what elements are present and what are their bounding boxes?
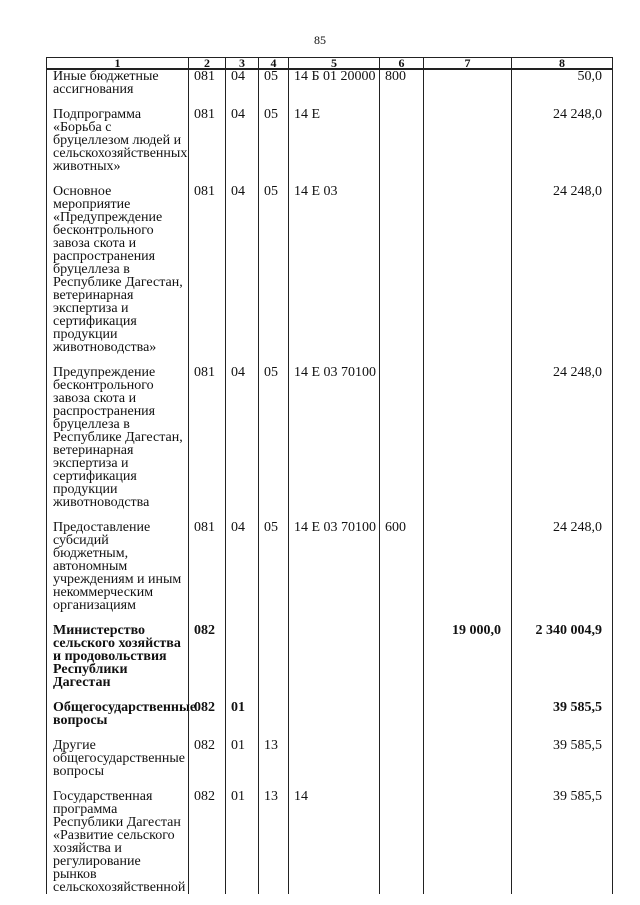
row-col7-amount: 19 000,0: [424, 624, 512, 701]
row-ministry-code: 082: [189, 739, 226, 790]
row-subsection: [259, 624, 289, 701]
row-subsection: 05: [259, 108, 289, 185]
table-row: [47, 521, 613, 624]
row-target-article: [289, 624, 380, 701]
row-total-amount: 39 585,5: [512, 739, 613, 790]
row-section: 01: [226, 701, 259, 739]
row-target-article: 14 Е 03: [289, 185, 380, 366]
header-col-2: 2: [189, 58, 226, 70]
row-ministry-code: 082: [189, 701, 226, 739]
row-expense-type: [380, 366, 424, 521]
row-subsection: 13: [259, 739, 289, 790]
header-col-8: 8: [512, 58, 613, 70]
row-target-article: 14 Е: [289, 108, 380, 185]
row-total-amount: 2 340 004,9: [512, 624, 613, 701]
row-name: Иные бюджетные ассигнования: [47, 69, 189, 108]
row-expense-type: [380, 185, 424, 366]
row-expense-type: [380, 790, 424, 894]
table-row: [47, 108, 613, 185]
row-name: Основное мероприятие «Предупреждение бесконтрольного завоза скота и распространения бруцеллеза в Республике Дагестан, ветеринарная экспертиза и сертификация продукции животноводства»: [47, 185, 189, 366]
row-name: Предоставление субсидий бюджетным, автономным учреждениям и иным некоммерческим организациям: [47, 521, 189, 624]
row-ministry-code: 081: [189, 108, 226, 185]
row-total-amount: 39 585,5: [512, 701, 613, 739]
table-row: [47, 739, 613, 790]
row-expense-type: 600: [380, 521, 424, 624]
row-subsection: 05: [259, 366, 289, 521]
row-total-amount: 24 248,0: [512, 108, 613, 185]
row-ministry-code: 082: [189, 790, 226, 894]
row-col7-amount: [424, 69, 512, 108]
row-name: Другие общегосударственные вопросы: [47, 739, 189, 790]
row-subsection: 05: [259, 521, 289, 624]
row-col7-amount: [424, 521, 512, 624]
row-section: 04: [226, 521, 259, 624]
row-target-article: 14: [289, 790, 380, 894]
row-target-article: [289, 739, 380, 790]
row-name: Государственная программа Республики Дагестан «Развитие сельского хозяйства и регулирование рынков сельскохозяйственной: [47, 790, 189, 894]
row-name: Министерство сельского хозяйства и продовольствия Республики Дагестан: [47, 624, 189, 701]
table-row: [47, 624, 613, 701]
header-col-6: 6: [380, 58, 424, 70]
table-row: [47, 366, 613, 521]
row-ministry-code: 081: [189, 69, 226, 108]
header-col-7: 7: [424, 58, 512, 70]
row-total-amount: 24 248,0: [512, 185, 613, 366]
row-ministry-code: 081: [189, 521, 226, 624]
row-target-article: 14 Б 01 20000: [289, 69, 380, 108]
table-row: [47, 69, 613, 108]
row-target-article: [289, 701, 380, 739]
table-row: [47, 790, 613, 894]
budget-table: [46, 57, 613, 894]
row-expense-type: [380, 701, 424, 739]
row-col7-amount: [424, 739, 512, 790]
row-expense-type: 800: [380, 69, 424, 108]
row-name: Подпрограмма «Борьба с бруцеллезом людей и сельскохозяйственных животных»: [47, 108, 189, 185]
row-name: Общегосударственные вопросы: [47, 701, 189, 739]
row-section: 04: [226, 108, 259, 185]
row-col7-amount: [424, 185, 512, 366]
row-col7-amount: [424, 366, 512, 521]
row-subsection: 13: [259, 790, 289, 894]
table-row: [47, 701, 613, 739]
row-section: 01: [226, 739, 259, 790]
row-section: 01: [226, 790, 259, 894]
row-section: [226, 624, 259, 701]
row-target-article: 14 Е 03 70100: [289, 366, 380, 521]
row-expense-type: [380, 108, 424, 185]
row-subsection: 05: [259, 185, 289, 366]
header-col-1: 1: [47, 58, 189, 70]
header-col-4: 4: [259, 58, 289, 70]
row-expense-type: [380, 739, 424, 790]
row-total-amount: 50,0: [512, 69, 613, 108]
header-col-5: 5: [289, 58, 380, 70]
row-subsection: [259, 701, 289, 739]
row-total-amount: 24 248,0: [512, 366, 613, 521]
row-col7-amount: [424, 701, 512, 739]
row-ministry-code: 081: [189, 366, 226, 521]
row-ministry-code: 081: [189, 185, 226, 366]
page-number: 85: [314, 33, 326, 47]
row-col7-amount: [424, 108, 512, 185]
row-total-amount: 39 585,5: [512, 790, 613, 894]
row-section: 04: [226, 366, 259, 521]
row-target-article: 14 Е 03 70100: [289, 521, 380, 624]
header-col-3: 3: [226, 58, 259, 70]
row-section: 04: [226, 69, 259, 108]
row-section: 04: [226, 185, 259, 366]
row-name: Предупреждение бесконтрольного завоза скота и распространения бруцеллеза в Республике Дагестан, ветеринарная экспертиза и сертификация продукции животноводства: [47, 366, 189, 521]
table-row: [47, 185, 613, 366]
row-expense-type: [380, 624, 424, 701]
row-col7-amount: [424, 790, 512, 894]
row-total-amount: 24 248,0: [512, 521, 613, 624]
row-subsection: 05: [259, 69, 289, 108]
header-row: [47, 58, 613, 70]
row-ministry-code: 082: [189, 624, 226, 701]
